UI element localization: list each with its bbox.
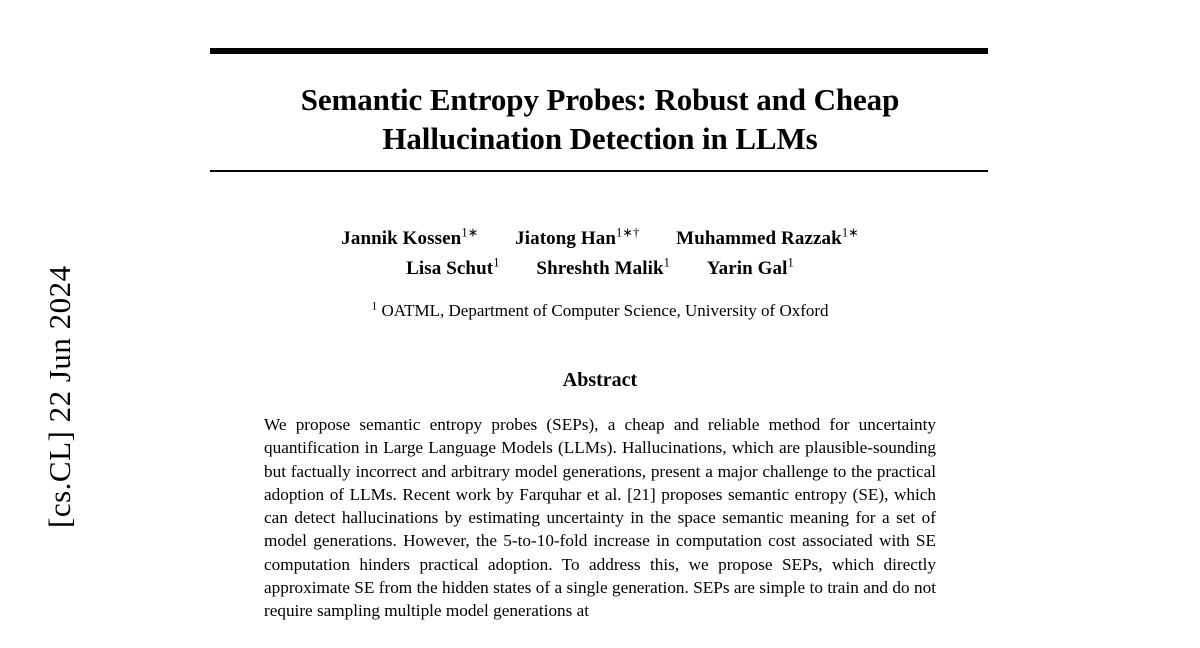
affiliation-mark: 1 [371,300,378,313]
title-rule-top [210,48,988,54]
page-title [228,80,972,158]
author [707,254,794,284]
title-rule-bottom [210,170,988,172]
page-title-line-2: Hallucination Detection in LLMs [382,121,818,156]
affiliation-line [210,301,990,321]
abstract-heading: Abstract [562,369,638,391]
author-name: Jannik Kossen [341,228,462,249]
author-affil-mark: 1 [663,255,671,270]
abstract-body [264,413,936,623]
author [536,254,670,284]
author-name: Muhammed Razzak [676,228,842,249]
author-affil-mark: 1∗† [616,225,640,240]
arxiv-stamp-text: [cs.CL] 22 Jun 2024 [42,265,77,528]
author-name: Yarin Gal [706,258,788,279]
author-list [210,224,990,284]
author [515,224,639,254]
author-name: Jiatong Han [515,228,617,249]
author-name: Lisa Schut [406,258,494,279]
page-title-line-1: Semantic Entropy Probes: Robust and Cheap [300,82,900,117]
author-row-2 [210,254,990,284]
author-row-1 [210,224,990,254]
author-name: Shreshth Malik [536,258,664,279]
author-affil-mark: 1∗ [461,225,479,240]
affiliation-text: OATML, Department of Computer Science, University of Oxford [381,301,829,320]
paper-page [210,0,990,648]
arxiv-stamp [0,0,120,648]
author-affil-mark: 1 [787,255,794,270]
abstract-paragraph: We propose semantic entropy probes (SEPs), a cheap and reliable method for uncertainty quantification in Large Language Models (LLMs). Hallucinations, which are plausible-sounding but factually incorrect and arbitrary model generations, present a major challenge to the practical adoption of LLMs. Recent work by Farquhar et al. [21] proposes semantic entropy (SE), which can detect hallucinations by estimating uncertainty in the space semantic meaning for a set of model generations. However, the 5-to-10-fold increase in computation cost associated with SE computation hinders practical adoption. To address this, we propose SEPs, which directly approximate SE from the hidden states of a single generation. SEPs are simple to train and do not require sampling multiple model generations at [264,415,936,621]
author-affil-mark: 1∗ [841,225,859,240]
author [341,224,478,254]
author [406,254,499,284]
author-affil-mark: 1 [493,255,500,270]
author [676,224,859,254]
